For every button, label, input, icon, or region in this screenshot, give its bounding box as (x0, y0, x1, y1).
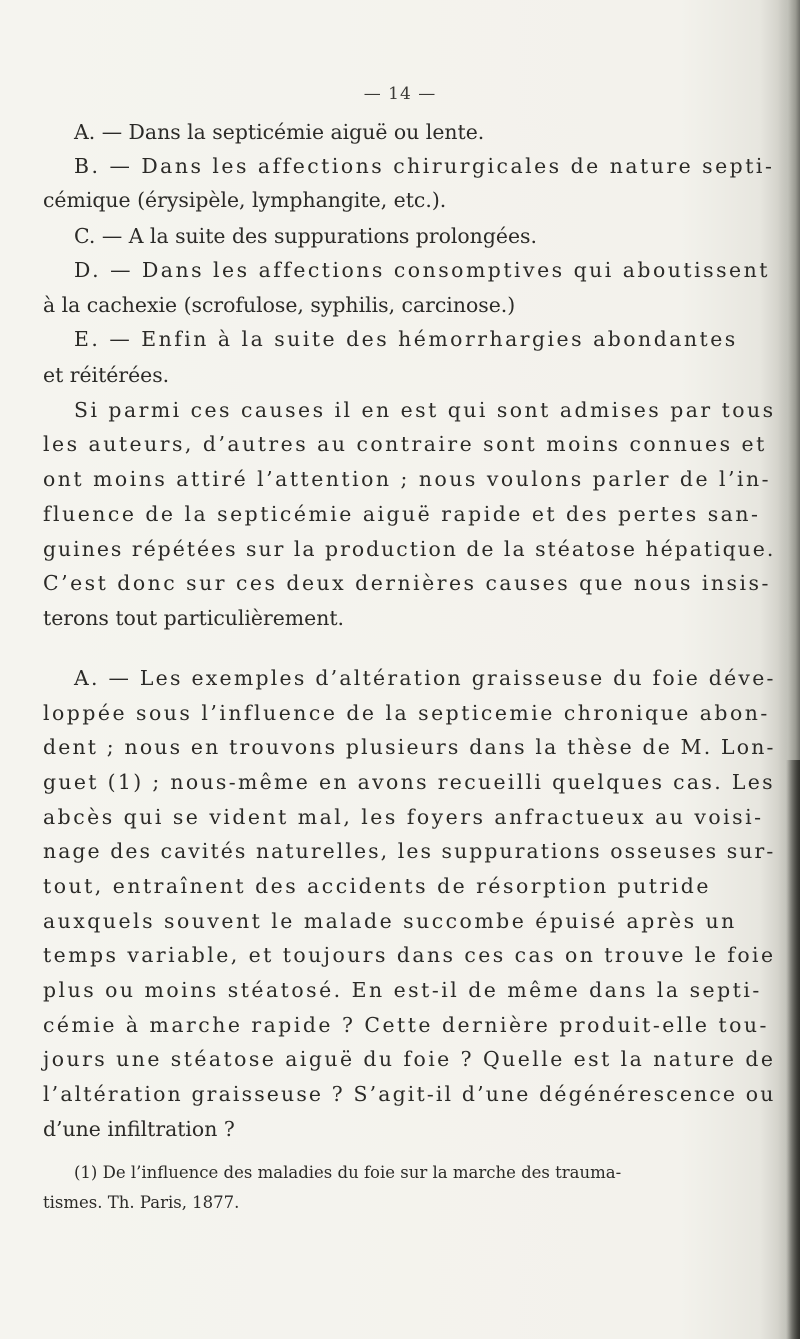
text-line: Si parmi ces causes il en est qui sont admises par tous (74, 398, 776, 422)
text-line: et réitérées. (43, 363, 170, 387)
text-line: dent ; nous en trouvons plusieurs dans la thèse de M. Lon- (43, 735, 776, 759)
text-line: cémique (érysipèle, lymphangite, etc.). (43, 188, 447, 212)
text-line: jours une stéatose aiguë du foie ? Quelle est la nature de (43, 1047, 776, 1071)
text-line: terons tout particulièrement. (43, 606, 345, 630)
text-line: D. — Dans les affections consomptives qui aboutissent (74, 258, 770, 282)
text-line: tout, entraînent des accidents de résorption putride (43, 874, 711, 898)
page-edge-dark (786, 760, 800, 1339)
text-line: les auteurs, d’autres au contraire sont moins connues et (43, 432, 767, 456)
text-line: guet (1) ; nous-même en avons recueilli quelques cas. Les (43, 770, 775, 794)
text-line: C’est donc sur ces deux dernières causes que nous insis- (43, 571, 771, 595)
text-line: B. — Dans les affections chirurgicales de nature septi- (74, 154, 775, 178)
text-line: plus ou moins stéatosé. En est-il de même dans la septi- (43, 978, 762, 1002)
text-line: abcès qui se vident mal, les foyers anfractueux au voisi- (43, 805, 764, 829)
text-line: A. — Dans la septicémie aiguë ou lente. (74, 120, 485, 144)
text-line: guines répétées sur la production de la stéatose hépatique. (43, 537, 776, 561)
text-line: A. — Les exemples d’altération graisseuse du foie déve- (74, 666, 776, 690)
text-line: E. — Enfin à la suite des hémorrhargies abondantes (74, 327, 738, 351)
page-number: — 14 — (363, 84, 437, 104)
text-line: C. — A la suite des suppurations prolongées. (74, 224, 537, 248)
text-line: temps variable, et toujours dans ces cas on trouve le foie (43, 943, 776, 967)
text-line: d’une infiltration ? (43, 1117, 235, 1141)
body-text (43, 0, 775, 1339)
text-line: fluence de la septicémie aiguë rapide et des pertes san- (43, 502, 761, 526)
text-line: à la cachexie (scrofulose, syphilis, carcinose.) (43, 293, 516, 317)
text-line: ont moins attiré l’attention ; nous voulons parler de l’in- (43, 467, 772, 491)
text-line: nage des cavités naturelles, les suppurations osseuses sur- (43, 839, 776, 863)
footnote-line: tismes. Th. Paris, 1877. (43, 1193, 240, 1212)
text-line: auxquels souvent le malade succombe épuisé après un (43, 909, 737, 933)
footnote-line: (1) De l’influence des maladies du foie sur la marche des trauma- (74, 1163, 622, 1182)
text-line: loppée sous l’influence de la septicemie chronique abon- (43, 701, 770, 725)
text-line: cémie à marche rapide ? Cette dernière produit-elle tou- (43, 1013, 769, 1037)
text-line: l’altération graisseuse ? S’agit-il d’une dégénérescence ou (43, 1082, 776, 1106)
